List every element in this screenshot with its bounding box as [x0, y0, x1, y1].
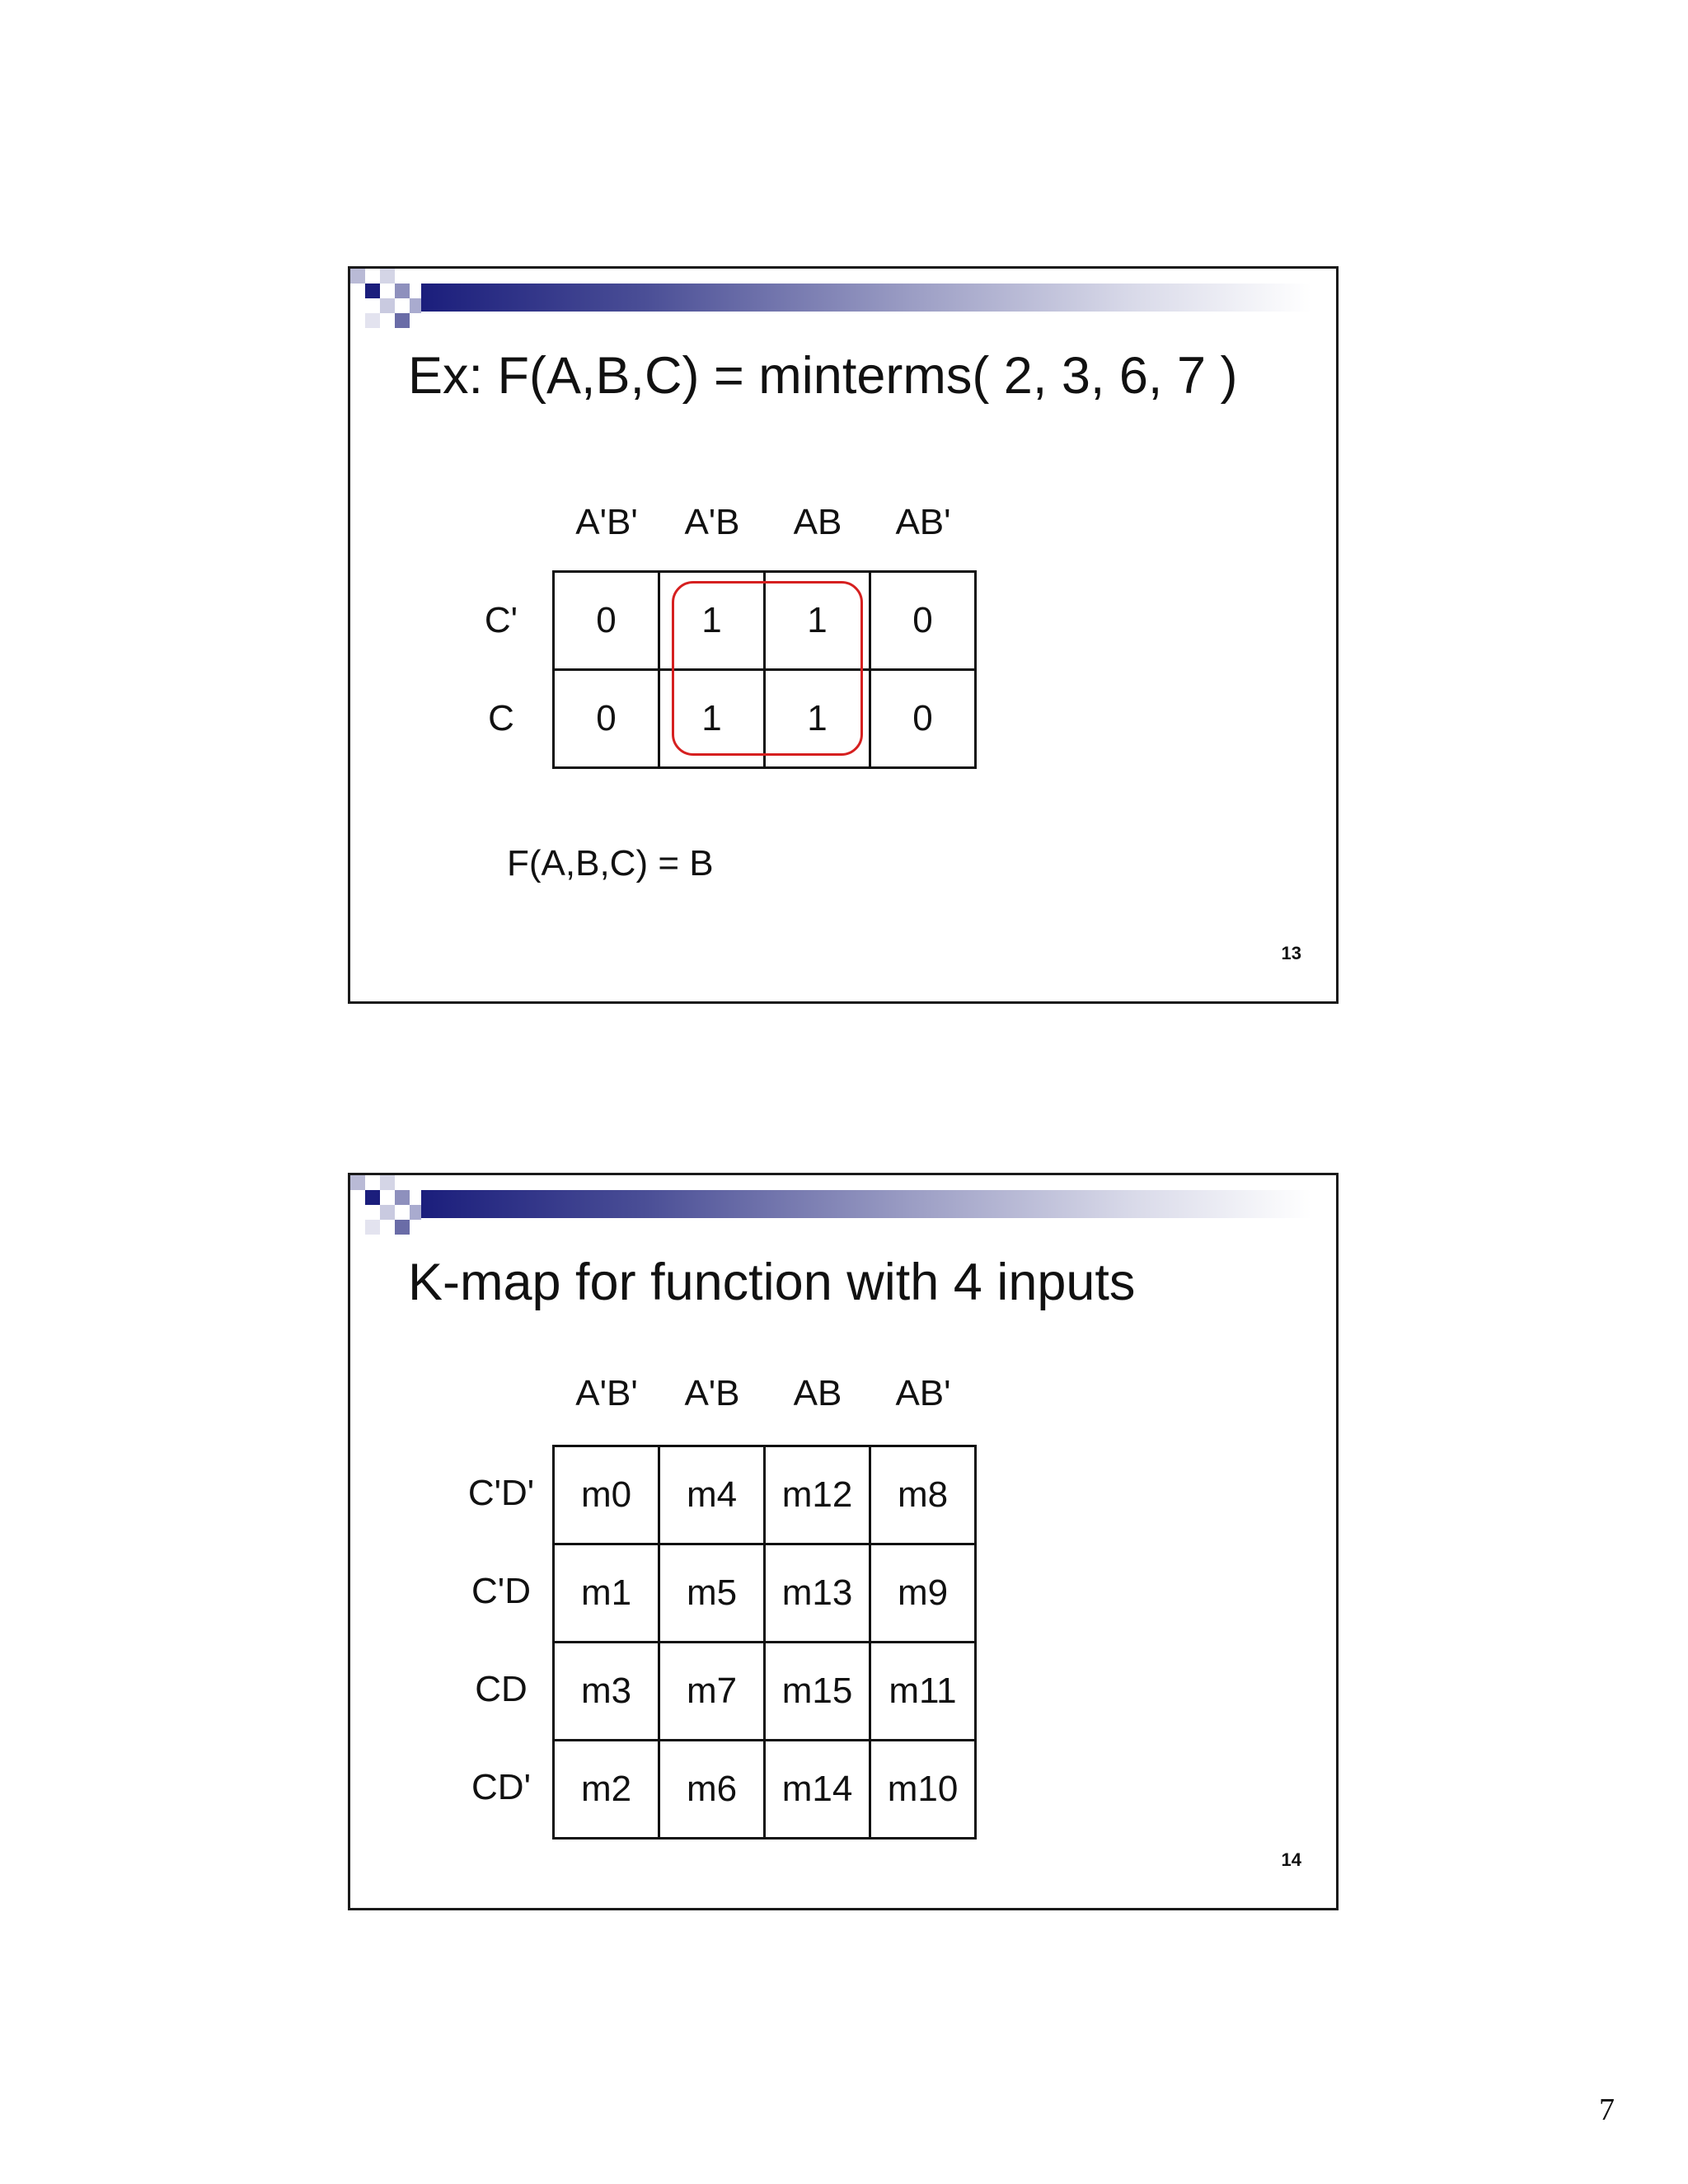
- col-header: A'B: [684, 1373, 740, 1413]
- kmap-cell: m1: [554, 1544, 659, 1643]
- col-header: A'B: [684, 502, 740, 542]
- simplified-expression: F(A,B,C) = B: [507, 843, 714, 883]
- kmap-cell: m11: [870, 1643, 976, 1741]
- page-number: 7: [1599, 2093, 1615, 2127]
- slide-title: K-map for function with 4 inputs: [408, 1254, 1136, 1311]
- kmap-cell: m7: [659, 1643, 765, 1741]
- kmap-cell: 1: [659, 670, 765, 768]
- title-bar-decoration: [350, 1175, 1341, 1241]
- gradient-bar: [421, 1190, 1311, 1218]
- slide-number: 13: [1281, 943, 1301, 963]
- minterm-grouping-loop: [672, 581, 863, 756]
- kmap-cell: m14: [765, 1741, 870, 1839]
- col-header: AB': [895, 1373, 951, 1413]
- col-header: A'B': [575, 1373, 638, 1413]
- kmap-cell: 1: [765, 670, 870, 768]
- col-header: AB: [793, 1373, 842, 1413]
- slide-14: [348, 1173, 1339, 1910]
- row-header: CD: [475, 1669, 528, 1709]
- kmap-cell: m5: [659, 1544, 765, 1643]
- slide-number: 14: [1281, 1849, 1301, 1870]
- kmap-cell: m15: [765, 1643, 870, 1741]
- kmap-cell: 1: [659, 572, 765, 670]
- row-header: C'D: [471, 1571, 531, 1611]
- kmap-cell: 0: [554, 670, 659, 768]
- kmap-cell: 0: [554, 572, 659, 670]
- kmap-cell: m2: [554, 1741, 659, 1839]
- kmap-cell: m13: [765, 1544, 870, 1643]
- slide-title: Ex: F(A,B,C) = minterms( 2, 3, 6, 7 ): [408, 347, 1238, 405]
- title-bar-decoration: [350, 269, 1341, 335]
- kmap-cell: m12: [765, 1446, 870, 1544]
- col-header: AB: [793, 502, 842, 542]
- gradient-bar: [421, 284, 1311, 312]
- kmap-cell: m6: [659, 1741, 765, 1839]
- kmap-4var: [552, 1445, 977, 1840]
- kmap-cell: 0: [870, 670, 976, 768]
- row-header: C': [484, 600, 518, 640]
- kmap-cell: m0: [554, 1446, 659, 1544]
- kmap-cell: 1: [765, 572, 870, 670]
- row-header: C: [488, 698, 514, 738]
- slide-13: [348, 266, 1339, 1004]
- row-header: C'D': [467, 1473, 535, 1513]
- kmap-cell: m4: [659, 1446, 765, 1544]
- kmap-cell: m8: [870, 1446, 976, 1544]
- kmap-cell: m10: [870, 1741, 976, 1839]
- row-header: CD': [471, 1767, 531, 1807]
- kmap-cell: 0: [870, 572, 976, 670]
- kmap-cell: m9: [870, 1544, 976, 1643]
- col-header: A'B': [575, 502, 638, 542]
- col-header: AB': [895, 502, 951, 542]
- kmap-cell: m3: [554, 1643, 659, 1741]
